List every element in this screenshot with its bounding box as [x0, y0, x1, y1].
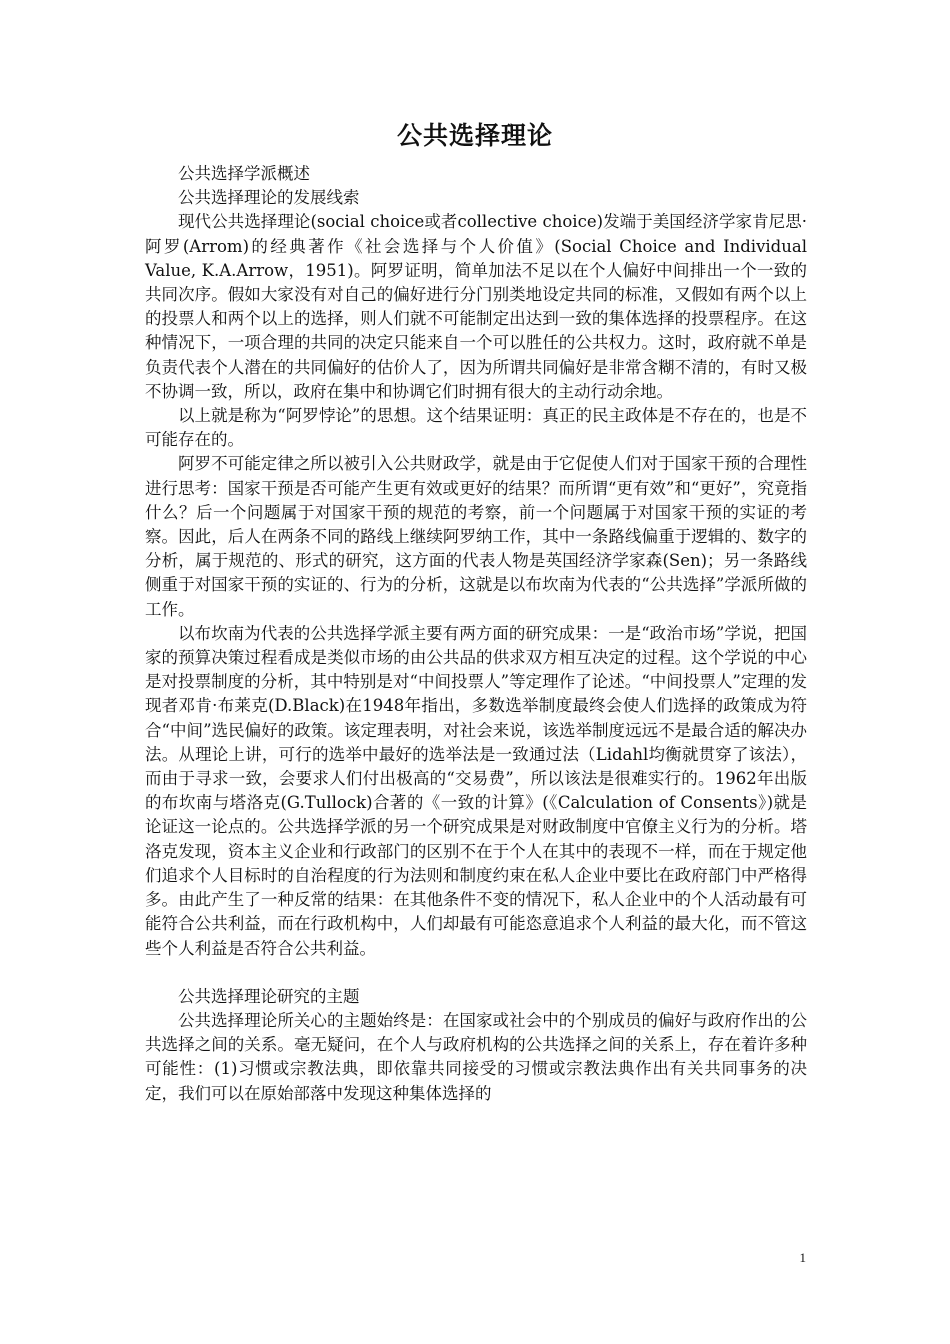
- page-number: 1: [799, 1250, 806, 1265]
- document-body: [145, 162, 807, 1106]
- page-title: 公共选择理论: [396, 121, 553, 150]
- paragraph: 阿罗不可能定律之所以被引入公共财政学，就是由于它促使人们对于国家干预的合理性进行思考：国家干预是否可能产生更有效或更好的结果？而所谓“更有效”和“更好”，究竟指什么？后一个问题属于对国家干预的规范的考察，前一个问题属于对国家干预的实证的考察。因此，后人在两条不同的路线上继续阿罗纳工作，其中一条路线偏重于逻辑的、数字的分析，属于规范的、形式的研究，这方面的代表人物是英国经济学家森(Sen)；另一条路线侧重于对国家干预的实证的、行为的分析，这就是以布坎南为代表的“公共选择”学派所做的工作。: [145, 454, 807, 619]
- paragraph: 现代公共选择理论(social choice或者collective choice)发端于美国经济学家肯尼思·阿罗(Arrom)的经典著作《社会选择与个人价值》(Social Choice and Individual Value, K.A.Arrow，1951)。阿罗证明，简单加法不足以在个人偏好中间排出一个一致的共同次序。假如大家没有对自己的偏好进行分门别类地设定共同的标准，又假如有两个以上的投票人和两个以上的选择，则人们就不可能制定出达到一致的集体选择的投票程序。在这种情况下，一项合理的共同的决定只能来自一个可以胜任的公共权力。这时，政府就不单是负责代表个人潜在的共同偏好的估价人了，因为所谓共同偏好是非常含糊不清的，有时又极不协调一致，所以，政府在集中和协调它们时拥有很大的主动行动余地。: [145, 212, 807, 401]
- section-spacer: [145, 961, 807, 985]
- section-heading-themes: 公共选择理论研究的主题: [178, 986, 360, 1006]
- section-heading-development: 公共选择理论的发展线索: [178, 188, 360, 208]
- paragraph: 以上就是称为“阿罗悖论”的思想。这个结果证明：真正的民主政体是不存在的，也是不可能存在的。: [145, 406, 807, 450]
- paragraph: 公共选择理论所关心的主题始终是：在国家或社会中的个别成员的偏好与政府作出的公共选择之间的关系。毫无疑问，在个人与政府机构的公共选择之间的关系上，存在着许多种可能性：(1)习惯或宗教法典，即依靠共同接受的习惯或宗教法典作出有关共同事务的决定，我们可以在原始部落中发现这种集体选择的: [145, 1010, 807, 1103]
- paragraph: 以布坎南为代表的公共选择学派主要有两方面的研究成果：一是“政治市场”学说，把国家的预算决策过程看成是类似市场的由公共品的供求双方相互决定的过程。这个学说的中心是对投票制度的分析，其中特别是对“中间投票人”等定理作了论述。“中间投票人”定理的发现者邓肯·布莱克(D.Black)在1948年指出，多数选举制度最终会使人们选择的政策成为符合“中间”选民偏好的政策。该定理表明，对社会来说，该选举制度远远不是最合适的解决办法。从理论上讲，可行的选举中最好的选举法是一致通过法（Lidahl均衡就贯穿了该法），而由于寻求一致，会要求人们付出极高的“交易费”，所以该法是很难实行的。1962年出版的布坎南与塔洛克(G.Tullock)合著的《一致的计算》(《Calculation of Consents》)就是论证这一论点的。公共选择学派的另一个研究成果是对财政制度中官僚主义行为的分析。塔洛克发现，资本主义企业和行政部门的区别不在于个人在其中的表现不一样，而在于规定他们追求个人目标时的自治程度的行为法则和制度约束在私人企业中要比在政府部门中严格得多。由此产生了一种反常的结果：在其他条件不变的情况下，私人企业中的个人活动最有可能符合公共利益，而在行政机构中，人们却最有可能恣意追求个人利益的最大化，而不管这些个人利益是否符合公共利益。: [145, 623, 807, 958]
- section-heading-overview: 公共选择学派概述: [178, 164, 310, 183]
